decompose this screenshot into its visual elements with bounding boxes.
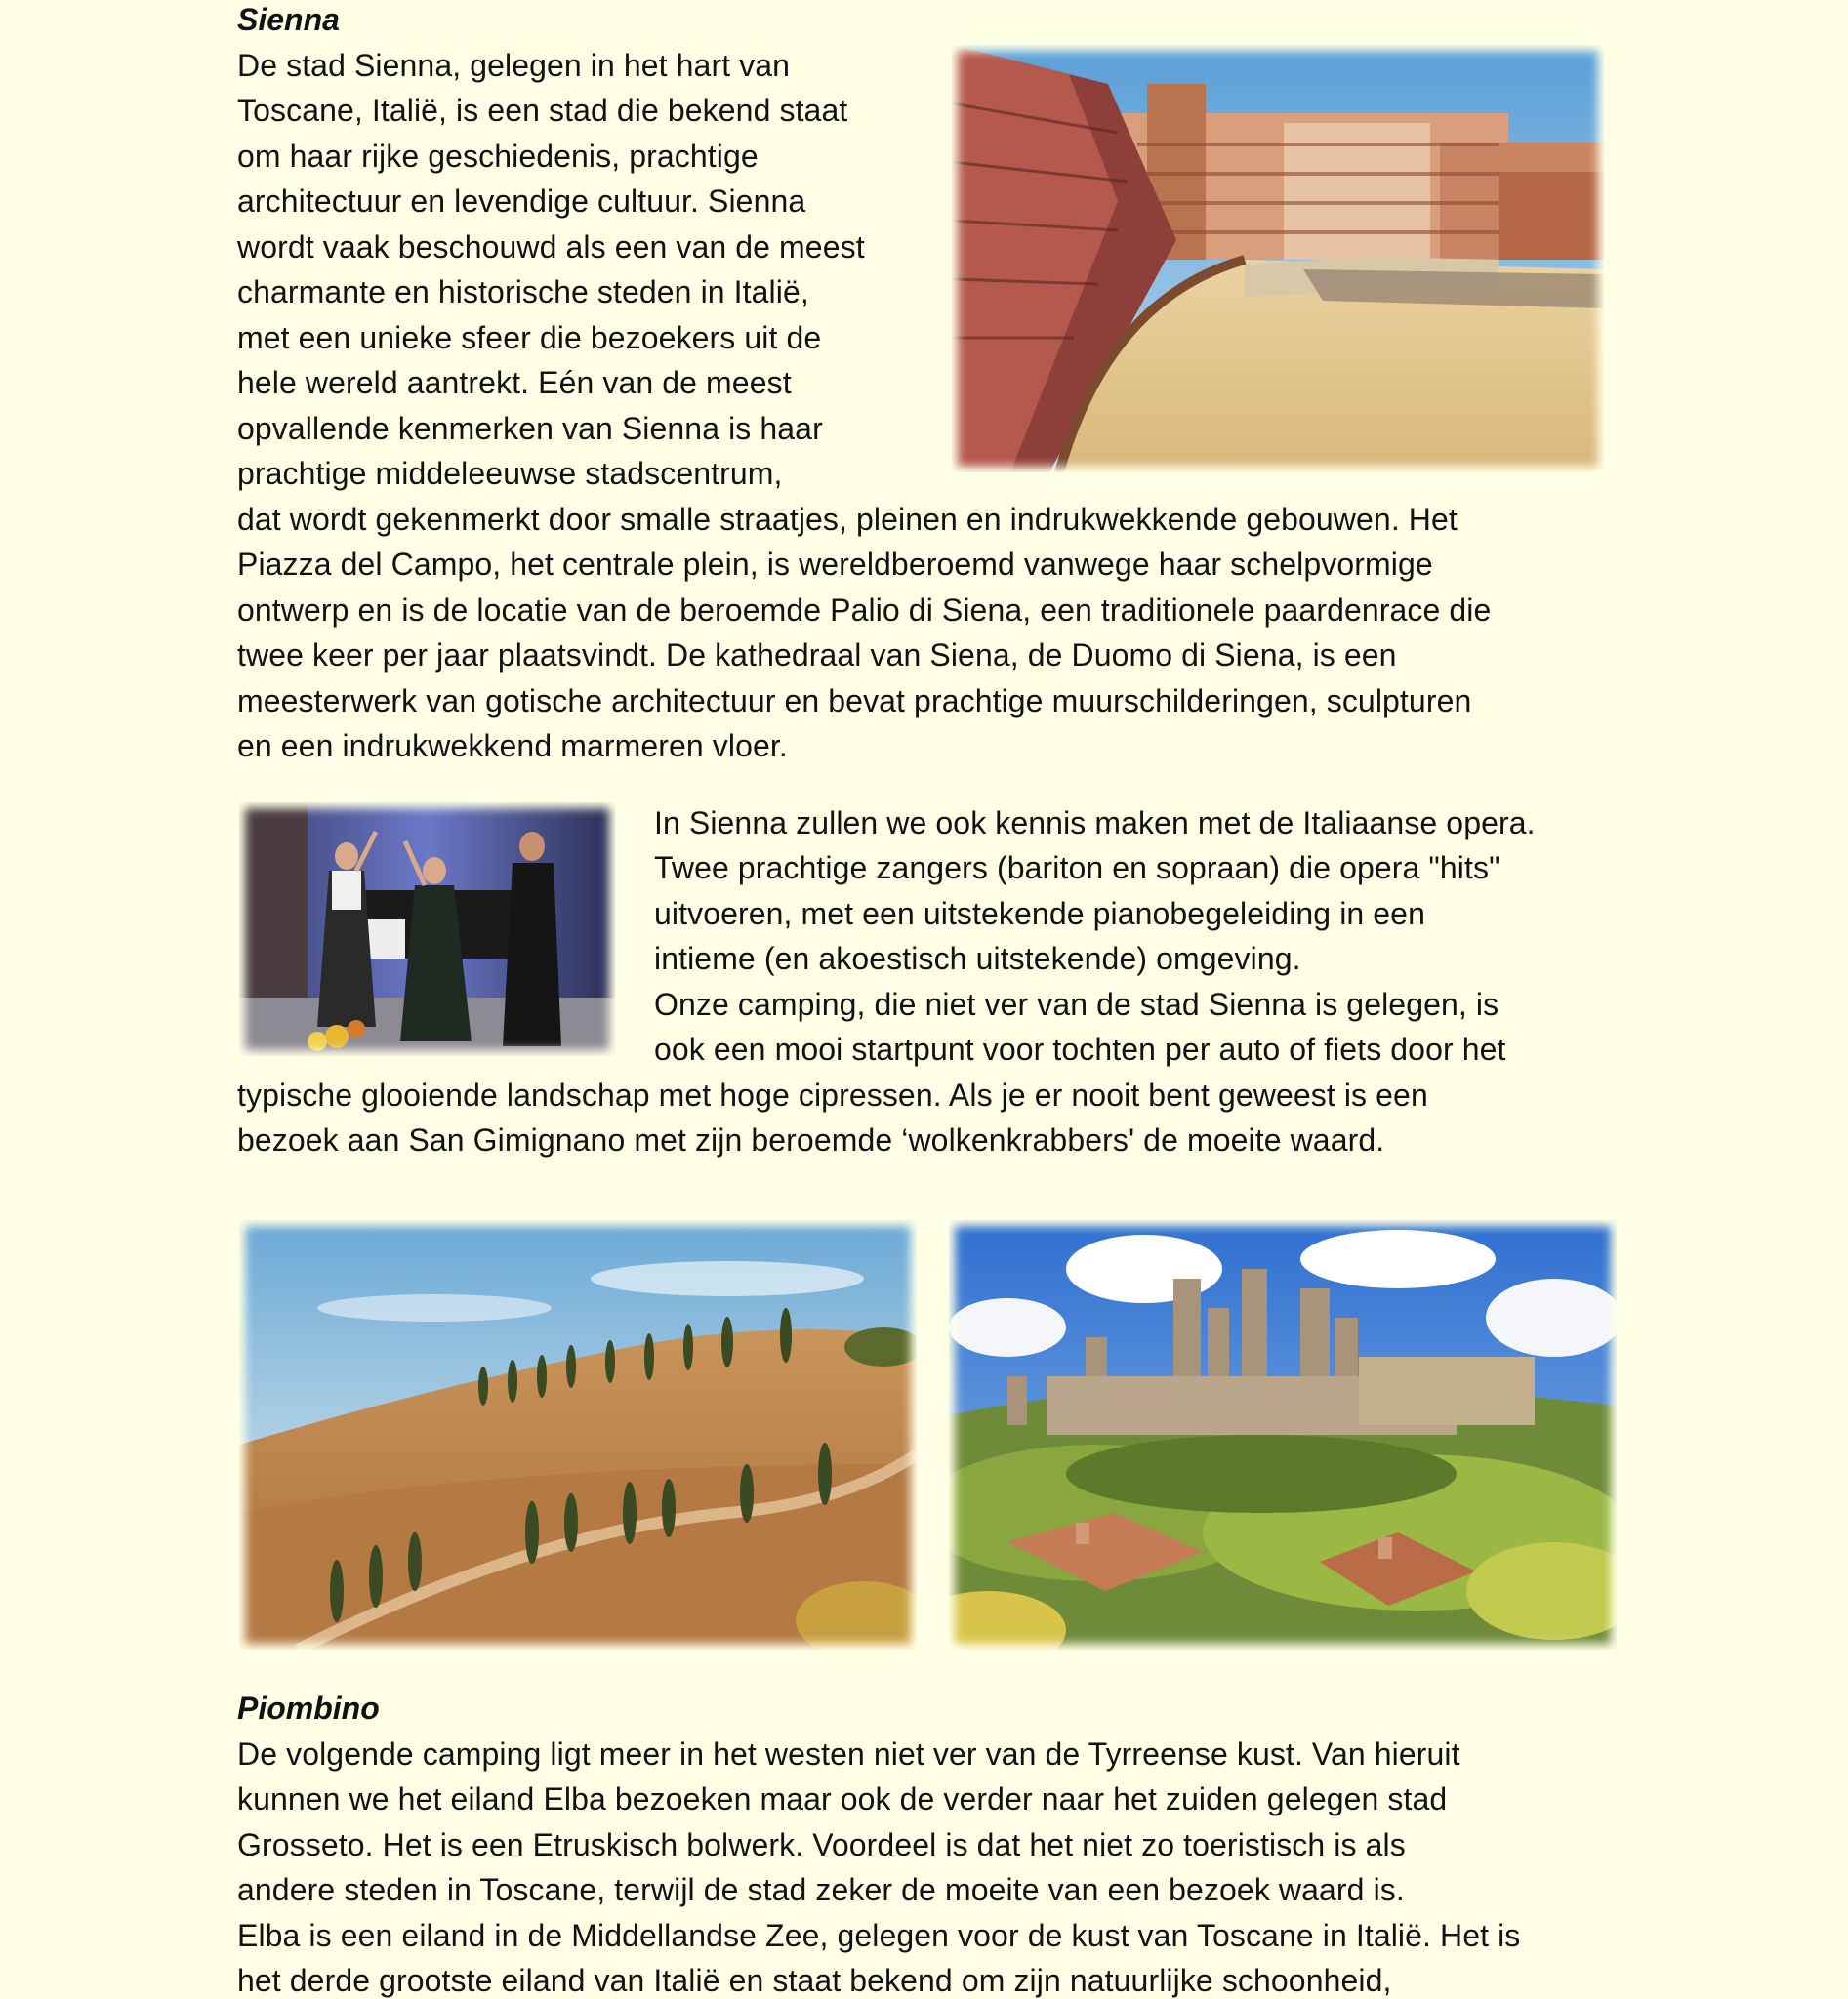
text-line: charmante en historische steden in Italië,	[237, 274, 809, 309]
text-line: Onze camping, die niet ver van de stad Sienna is gelegen, is	[654, 987, 1499, 1022]
text-line: andere steden in Toscane, terwijl de stad zeker de moeite van een bezoek waard is.	[237, 1872, 1405, 1907]
text-line: Grosseto. Het is een Etruskisch bolwerk. Voordeel is dat het niet zo toeristisch is als	[237, 1827, 1406, 1862]
text-line: bezoek aan San Gimignano met zijn beroemde ‘wolkenkrabbers' de moeite waard.	[237, 1122, 1385, 1158]
section-heading-sienna: Sienna	[237, 2, 340, 37]
text-line: Piazza del Campo, het centrale plein, is wereldberoemd vanwege haar schelpvormige	[237, 547, 1433, 582]
section-heading-piombino: Piombino	[237, 1691, 380, 1726]
text-line: Toscane, Italië, is een stad die bekend staat	[237, 93, 848, 128]
text-line: De volgende camping ligt meer in het westen niet ver van de Tyrreense kust. Van hieruit	[237, 1736, 1460, 1772]
text-line: typische glooiende landschap met hoge cipressen. Als je er nooit bent geweest is een	[237, 1078, 1428, 1113]
text-line: architectuur en levendige cultuur. Sienna	[237, 184, 806, 219]
text-line: De stad Sienna, gelegen in het hart van	[237, 48, 791, 83]
text-line: opvallende kenmerken van Sienna is haar	[237, 411, 823, 446]
san-gimignano-towers-photo	[949, 1220, 1617, 1650]
text-line: om haar rijke geschiedenis, prachtige	[237, 139, 759, 174]
text-line: kunnen we het eiland Elba bezoeken maar ook de verder naar het zuiden gelegen stad	[237, 1781, 1448, 1816]
piazza-del-campo-photo	[952, 45, 1604, 472]
text-line: Elba is een eiland in de Middellandse Zee, gelegen voor de kust van Toscane in Italië. Het is	[237, 1918, 1521, 1953]
text-line: met een unieke sfeer die bezoekers uit de	[237, 320, 822, 355]
text-line: meesterwerk van gotische architectuur en bevat prachtige muurschilderingen, sculpturen	[237, 683, 1472, 718]
text-line: hele wereld aantrekt. Eén van de meest	[237, 365, 792, 400]
text-line: intieme (en akoestisch uitstekende) omgeving.	[654, 941, 1301, 976]
text-line: wordt vaak beschouwd als een van de meest	[237, 229, 865, 265]
opera-singers-photo	[239, 802, 615, 1056]
text-line: het derde grootste eiland van Italië en staat bekend om zijn natuurlijke schoonheid,	[237, 1963, 1392, 1998]
text-line: uitvoeren, met een uitstekende pianobegeleiding in een	[654, 896, 1425, 931]
text-line: en een indrukwekkend marmeren vloer.	[237, 728, 788, 763]
text-line: Twee prachtige zangers (bariton en sopraan) die opera "hits"	[654, 850, 1500, 885]
tuscan-cypress-road-photo	[239, 1220, 917, 1650]
text-line: twee keer per jaar plaatsvindt. De kathedraal van Siena, de Duomo di Siena, is een	[237, 637, 1397, 673]
text-line: prachtige middeleeuwse stadscentrum,	[237, 456, 783, 491]
text-line: ontwerp en is de locatie van de beroemde Palio di Siena, een traditionele paardenrace die	[237, 592, 1492, 628]
text-line: ook een mooi startpunt voor tochten per auto of fiets door het	[654, 1032, 1506, 1067]
text-line: In Sienna zullen we ook kennis maken met de Italiaanse opera.	[654, 805, 1536, 840]
text-line: dat wordt gekenmerkt door smalle straatjes, pleinen en indrukwekkende gebouwen. Het	[237, 502, 1458, 537]
